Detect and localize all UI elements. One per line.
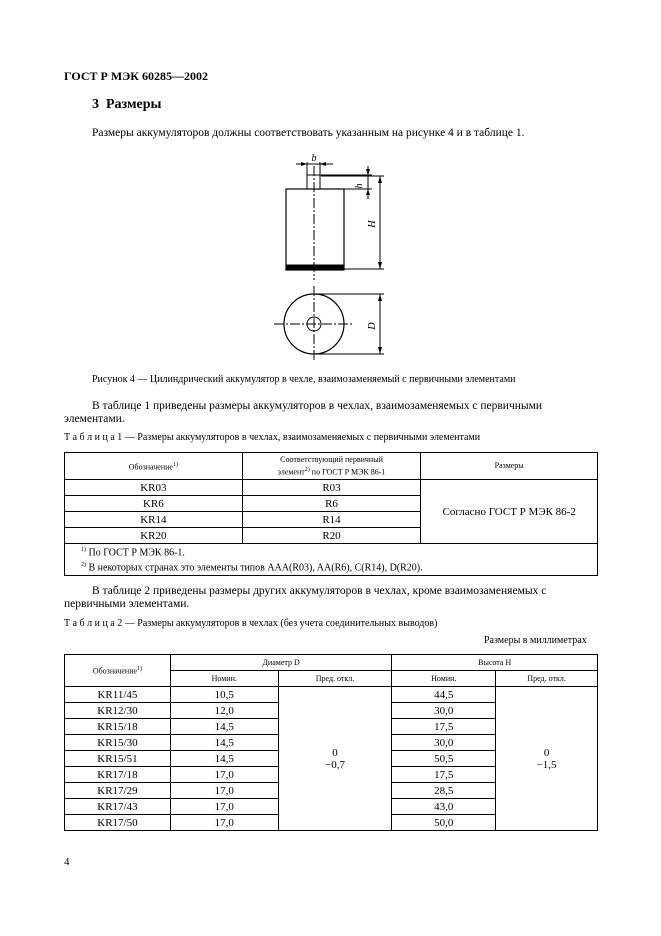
- table1-header-dimensions: Размеры: [421, 453, 598, 480]
- table-cell: R20: [242, 528, 421, 544]
- figure-caption: Рисунок 4 — Цилиндрический аккумулятор в чехле, взаимозаменяемый с первичными элементами: [92, 374, 516, 385]
- table2-h-tolerance-cell: 0 −1,5: [496, 687, 598, 831]
- table-cell: 30,0: [392, 703, 496, 719]
- table1-header-primary: Соответствующий первичный элемент$^{2)}$ по ГОСТ Р МЭК 86-1: [242, 453, 421, 480]
- cell-body: [286, 189, 344, 270]
- section-number: 3: [92, 97, 99, 112]
- table-cell: 14,5: [170, 751, 278, 767]
- table-cell: 28,5: [392, 783, 496, 799]
- table2-units: Размеры в миллиметрах: [484, 635, 587, 646]
- table-cell: 30,0: [392, 735, 496, 751]
- table-cell: 17,5: [392, 767, 496, 783]
- table-cell: 17,5: [392, 719, 496, 735]
- table2-header-h-tolerance: Пред. откл.: [496, 671, 598, 687]
- table-cell: 17,0: [170, 767, 278, 783]
- table2-header-height: Высота H: [392, 655, 598, 671]
- table-cell: KR17/18: [65, 767, 171, 783]
- table-cell: 12,0: [170, 703, 278, 719]
- table-cell: 14,5: [170, 735, 278, 751]
- table-cell: KR20: [65, 528, 243, 544]
- document-header: ГОСТ Р МЭК 60285—2002: [64, 69, 208, 83]
- table1-dimensions-cell: Согласно ГОСТ Р МЭК 86-2: [421, 480, 598, 544]
- table-cell: KR12/30: [65, 703, 171, 719]
- table-1: [64, 452, 598, 576]
- table1-caption: Т а б л и ц а 1 — Размеры аккумуляторов в чехлах, взаимозаменяемых с первичными элементами: [64, 432, 481, 443]
- table-cell: R6: [242, 496, 421, 512]
- table2-header-designation: Обозначение$^{1)}$: [65, 655, 171, 687]
- table-cell: 43,0: [392, 799, 496, 815]
- table2-header-d-tolerance: Пред. откл.: [278, 671, 392, 687]
- table-cell: KR14: [65, 512, 243, 528]
- table-cell: KR17/43: [65, 799, 171, 815]
- table-cell: 14,5: [170, 719, 278, 735]
- table-cell: KR6: [65, 496, 243, 512]
- table-cell: 17,0: [170, 815, 278, 831]
- table-cell: KR15/18: [65, 719, 171, 735]
- figure-4-drawing: [0, 0, 661, 380]
- label-D: D: [367, 322, 378, 330]
- table-cell: 44,5: [392, 687, 496, 703]
- table2-caption: Т а б л и ц а 2 — Размеры аккумуляторов в чехлах (без учета соединительных выводов): [64, 618, 438, 629]
- table-cell: KR03: [65, 480, 243, 496]
- label-b: b: [311, 153, 317, 164]
- table2-header-d-nominal: Номин.: [170, 671, 278, 687]
- section-title: Размеры: [106, 97, 162, 112]
- table-cell: KR17/29: [65, 783, 171, 799]
- intro-paragraph: Размеры аккумуляторов должны соответствовать указанным на рисунке 4 и в таблице 1.: [92, 127, 525, 139]
- table-cell: KR17/50: [65, 815, 171, 831]
- table-cell: 10,5: [170, 687, 278, 703]
- table2-header-diameter: Диаметр D: [170, 655, 392, 671]
- page-number: 4: [64, 856, 70, 868]
- table-cell: R14: [242, 512, 421, 528]
- table-cell: 50,5: [392, 751, 496, 767]
- paragraph-table2-line2: первичными элементами.: [64, 598, 190, 610]
- cell-bottom: [286, 265, 344, 270]
- table-cell: 17,0: [170, 799, 278, 815]
- table-cell: KR15/30: [65, 735, 171, 751]
- table-cell: R03: [242, 480, 421, 496]
- table-cell: KR11/45: [65, 687, 171, 703]
- paragraph-table1-line2: элементами.: [64, 413, 125, 425]
- table-2: [64, 654, 598, 831]
- table-cell: 17,0: [170, 783, 278, 799]
- label-H: H: [367, 220, 378, 228]
- paragraph-table2-line1: В таблице 2 приведены размеры других аккумуляторов в чехлах, кроме взаимозаменяемых с: [92, 585, 547, 597]
- table-cell: 50,0: [392, 815, 496, 831]
- table2-header-h-nominal: Номин.: [392, 671, 496, 687]
- label-h: h: [354, 183, 365, 189]
- table-cell: KR15/51: [65, 751, 171, 767]
- table2-d-tolerance-cell: 0 −0,7: [278, 687, 392, 831]
- paragraph-table1-line1: В таблице 1 приведены размеры аккумуляторов в чехлах, взаимозаменяемых с первичными: [92, 400, 543, 412]
- table1-header-designation: Обозначение$^{1)}$: [65, 453, 243, 480]
- table1-footnotes: $^{1)}$ По ГОСТ Р МЭК 86-1. $^{2)}$ В некоторых странах это элементы типов AAA(R03), AA(R6), C(R14), D(R20).: [65, 544, 598, 576]
